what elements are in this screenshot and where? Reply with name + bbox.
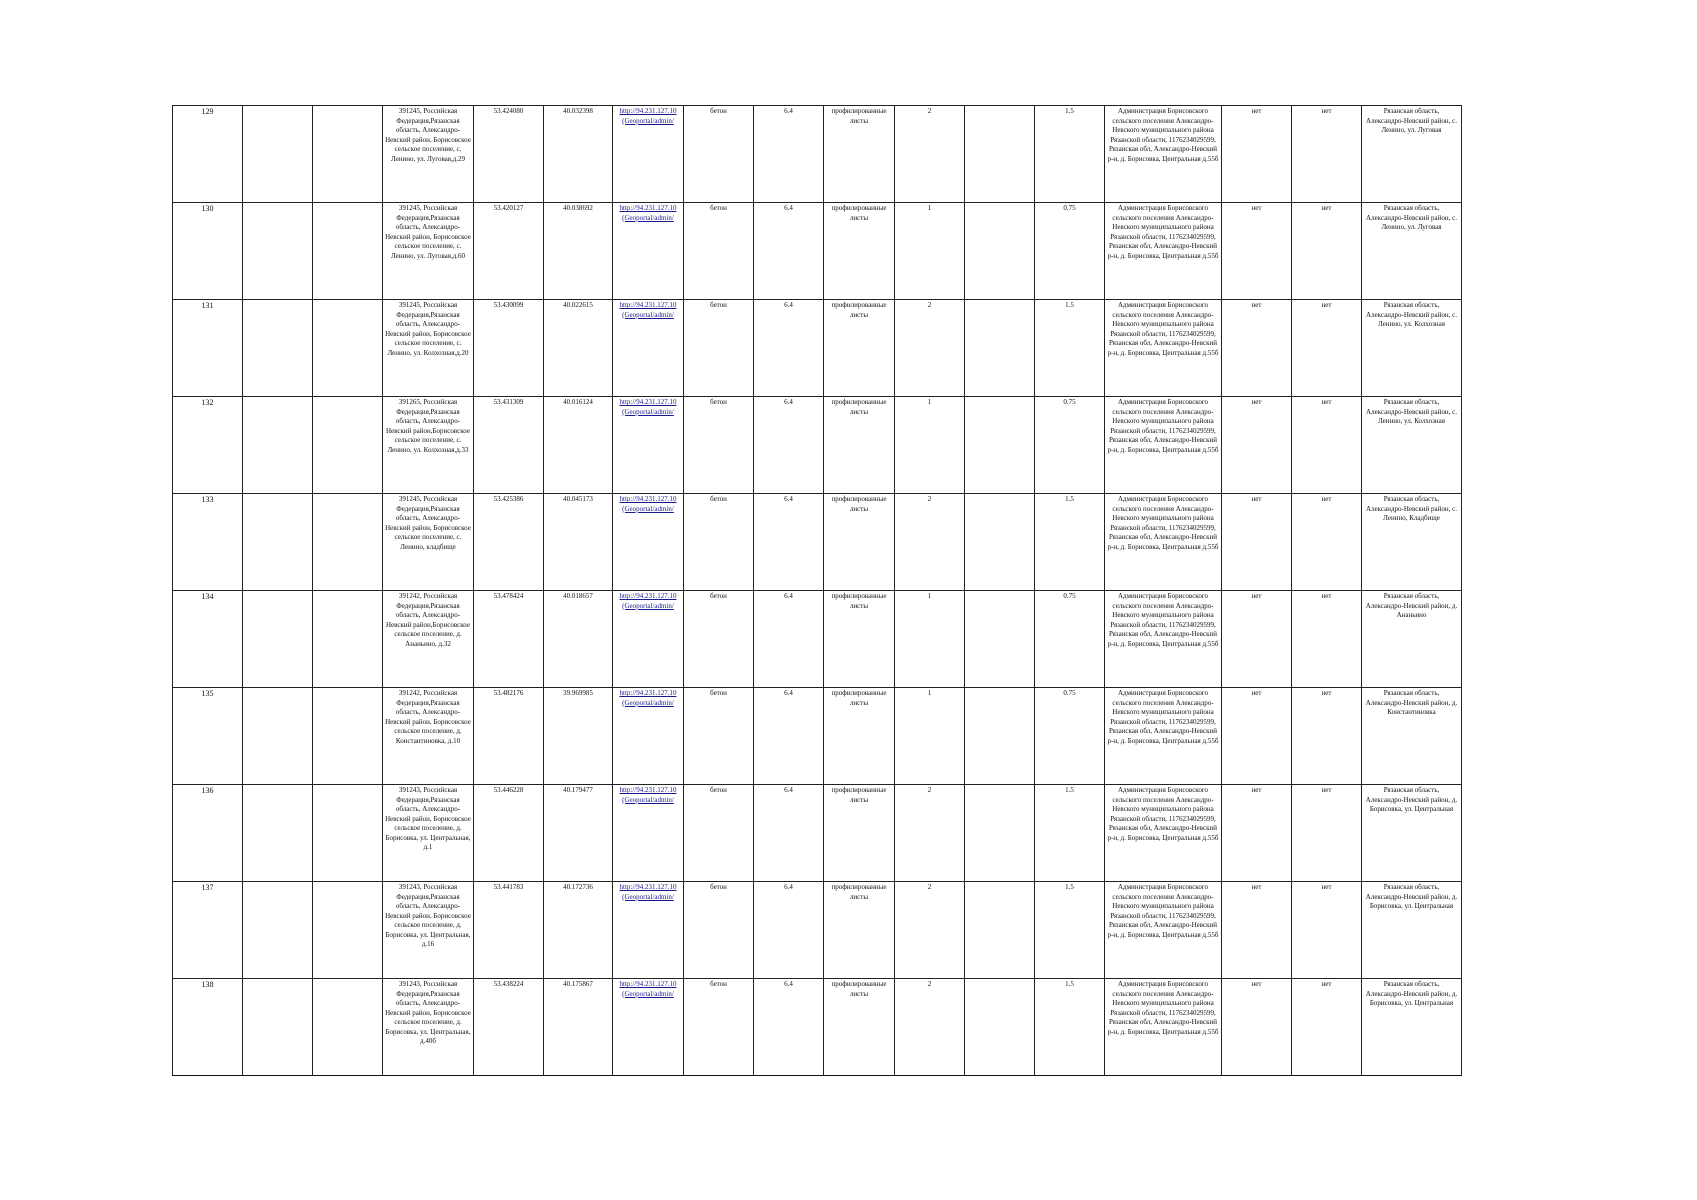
row-number-cell: 131: [173, 300, 243, 397]
flag-cell: нет: [1292, 688, 1362, 785]
flag-cell: нет: [1292, 203, 1362, 300]
fence-material-cell: профилированные листы: [824, 300, 895, 397]
surface-cell: бетон: [684, 106, 754, 203]
fence-material-cell: профилированные листы: [824, 688, 895, 785]
address-cell: 391245, Российская Федерация,Рязанская область, Александро-Невский район, Борисовское сельское поселение, с. Ленино, кладбище: [383, 494, 474, 591]
volume-cell: 1.5: [1035, 785, 1105, 882]
registry-table: [172, 105, 1462, 1076]
table-row: [173, 785, 1462, 882]
flag-cell: нет: [1222, 591, 1292, 688]
empty-cell: [243, 688, 313, 785]
fence-material-cell: профилированные листы: [824, 882, 895, 979]
latitude-cell: 53.420127: [474, 203, 544, 300]
container-count-cell: 1: [895, 688, 965, 785]
empty-cell: [243, 882, 313, 979]
longitude-cell: 40.038692: [544, 203, 613, 300]
fence-material-cell: профилированные листы: [824, 494, 895, 591]
empty-cell: [965, 882, 1035, 979]
longitude-cell: 39.969985: [544, 688, 613, 785]
empty-cell: [313, 979, 383, 1076]
area-cell: 6.4: [754, 300, 824, 397]
fence-material-cell: профилированные листы: [824, 106, 895, 203]
latitude-cell: 53.478424: [474, 591, 544, 688]
area-cell: 6.4: [754, 785, 824, 882]
empty-cell: [313, 106, 383, 203]
surface-cell: бетон: [684, 979, 754, 1076]
geoportal-link[interactable]: http://94.231.127.10 (Geoportal/admin/: [613, 591, 684, 688]
address-cell: 391245, Российская Федерация,Рязанская область, Александро-Невский район, Борисовское сельское поселение, с. Ленино, ул. Луговая,д.29: [383, 106, 474, 203]
row-number-cell: 134: [173, 591, 243, 688]
owner-cell: Администрация Борисовского сельского поселения Александро-Невского муниципального района Рязанской области, 1176234029599, Рязанская обл, Александро-Невский р-н, д. Борисовка, Центральная д.55б: [1105, 203, 1222, 300]
waste-sources-cell: Рязанская область, Александро-Невский район, с. Ленино, Кладбище: [1362, 494, 1462, 591]
row-number-cell: 138: [173, 979, 243, 1076]
empty-cell: [243, 106, 313, 203]
geoportal-link[interactable]: http://94.231.127.10 (Geoportal/admin/: [613, 979, 684, 1076]
flag-cell: нет: [1292, 785, 1362, 882]
waste-sources-cell: Рязанская область, Александро-Невский район, с. Ленино, ул. Колхозная: [1362, 300, 1462, 397]
waste-sources-cell: Рязанская область, Александро-Невский район, д. Борисовка, ул. Центральная: [1362, 979, 1462, 1076]
row-number-cell: 132: [173, 397, 243, 494]
surface-cell: бетон: [684, 688, 754, 785]
area-cell: 6.4: [754, 106, 824, 203]
table-row: [173, 979, 1462, 1076]
latitude-cell: 53.438224: [474, 979, 544, 1076]
latitude-cell: 53.441783: [474, 882, 544, 979]
fence-material-cell: профилированные листы: [824, 785, 895, 882]
latitude-cell: 53.431309: [474, 397, 544, 494]
owner-cell: Администрация Борисовского сельского поселения Александро-Невского муниципального района Рязанской области, 1176234029599, Рязанская обл, Александро-Невский р-н, д. Борисовка, Центральная д.55б: [1105, 494, 1222, 591]
surface-cell: бетон: [684, 203, 754, 300]
address-cell: 391242, Российская Федерация,Рязанская область, Александро-Невский район,Борисовское сельское поселение, д. Ананьино, д.32: [383, 591, 474, 688]
address-cell: 391245, Российская Федерация,Рязанская область, Александро-Невский район, Борисовское сельское поселение, с. Ленино, ул. Луговая,д.60: [383, 203, 474, 300]
empty-cell: [313, 591, 383, 688]
empty-cell: [243, 300, 313, 397]
volume-cell: 1.5: [1035, 979, 1105, 1076]
empty-cell: [965, 688, 1035, 785]
flag-cell: нет: [1222, 785, 1292, 882]
container-count-cell: 2: [895, 979, 965, 1076]
address-cell: 391243, Российская Федерация,Рязанская область, Александро-Невский район, Борисовское сельское поселение, д. Борисовка, ул. Центральная, д.1: [383, 785, 474, 882]
volume-cell: 1.5: [1035, 106, 1105, 203]
container-count-cell: 2: [895, 882, 965, 979]
table-row: [173, 882, 1462, 979]
container-count-cell: 2: [895, 494, 965, 591]
area-cell: 6.4: [754, 203, 824, 300]
surface-cell: бетон: [684, 300, 754, 397]
longitude-cell: 40.022615: [544, 300, 613, 397]
table-row: [173, 494, 1462, 591]
waste-sources-cell: Рязанская область, Александро-Невский район, д. Борисовка, ул. Центральная: [1362, 785, 1462, 882]
empty-cell: [965, 203, 1035, 300]
row-number-cell: 137: [173, 882, 243, 979]
geoportal-link[interactable]: http://94.231.127.10 (Geoportal/admin/: [613, 300, 684, 397]
empty-cell: [313, 785, 383, 882]
table-row: [173, 203, 1462, 300]
empty-cell: [313, 300, 383, 397]
container-count-cell: 2: [895, 300, 965, 397]
empty-cell: [243, 203, 313, 300]
address-cell: 391265, Российская Федерация,Рязанская область, Александро-Невский район,Борисовское сельское поселение, с. Ленино, ул. Колхозная,д.33: [383, 397, 474, 494]
address-cell: 391245, Российская Федерация,Рязанская область, Александро-Невский район, Борисовское сельское поселение, с. Ленино, ул. Колхозная,д.20: [383, 300, 474, 397]
longitude-cell: 40.016124: [544, 397, 613, 494]
longitude-cell: 40.179477: [544, 785, 613, 882]
flag-cell: нет: [1222, 106, 1292, 203]
flag-cell: нет: [1292, 494, 1362, 591]
container-count-cell: 2: [895, 785, 965, 882]
row-number-cell: 136: [173, 785, 243, 882]
fence-material-cell: профилированные листы: [824, 979, 895, 1076]
owner-cell: Администрация Борисовского сельского поселения Александро-Невского муниципального района Рязанской области, 1176234029599, Рязанская обл, Александро-Невский р-н, д. Борисовка, Центральная д.55б: [1105, 882, 1222, 979]
empty-cell: [313, 688, 383, 785]
owner-cell: Администрация Борисовского сельского поселения Александро-Невского муниципального района Рязанской области, 1176234029599, Рязанская обл, Александро-Невский р-н, д. Борисовка, Центральная д.55б: [1105, 785, 1222, 882]
surface-cell: бетон: [684, 591, 754, 688]
geoportal-link[interactable]: http://94.231.127.10 (Geoportal/admin/: [613, 494, 684, 591]
owner-cell: Администрация Борисовского сельского поселения Александро-Невского муниципального района Рязанской области, 1176234029599, Рязанская обл, Александро-Невский р-н, д. Борисовка, Центральная д.55б: [1105, 979, 1222, 1076]
address-cell: 391243, Российская Федерация,Рязанская область, Александро-Невский район, Борисовское сельское поселение, д. Борисовка, ул. Центральная, д.40б: [383, 979, 474, 1076]
table-row: [173, 106, 1462, 203]
surface-cell: бетон: [684, 785, 754, 882]
flag-cell: нет: [1222, 300, 1292, 397]
flag-cell: нет: [1222, 882, 1292, 979]
empty-cell: [965, 979, 1035, 1076]
empty-cell: [965, 106, 1035, 203]
flag-cell: нет: [1292, 979, 1362, 1076]
surface-cell: бетон: [684, 494, 754, 591]
geoportal-link[interactable]: http://94.231.127.10 (Geoportal/admin/: [613, 785, 684, 882]
row-number-cell: 135: [173, 688, 243, 785]
area-cell: 6.4: [754, 591, 824, 688]
empty-cell: [313, 882, 383, 979]
owner-cell: Администрация Борисовского сельского поселения Александро-Невского муниципального района Рязанской области, 1176234029599, Рязанская обл, Александро-Невский р-н, д. Борисовка, Центральная д.55б: [1105, 397, 1222, 494]
longitude-cell: 40.172736: [544, 882, 613, 979]
owner-cell: Администрация Борисовского сельского поселения Александро-Невского муниципального района Рязанской области, 1176234029599, Рязанская обл, Александро-Невский р-н, д. Борисовка, Центральная д.55б: [1105, 300, 1222, 397]
empty-cell: [243, 494, 313, 591]
table-row: [173, 591, 1462, 688]
container-count-cell: 1: [895, 397, 965, 494]
empty-cell: [965, 494, 1035, 591]
longitude-cell: 40.032398: [544, 106, 613, 203]
owner-cell: Администрация Борисовского сельского поселения Александро-Невского муниципального района Рязанской области, 1176234029599, Рязанская обл, Александро-Невский р-н, д. Борисовка, Центральная д.55б: [1105, 591, 1222, 688]
waste-sources-cell: Рязанская область, Александро-Невский район, д. Борисовка, ул. Центральная: [1362, 882, 1462, 979]
empty-cell: [243, 591, 313, 688]
latitude-cell: 53.424080: [474, 106, 544, 203]
volume-cell: 1.5: [1035, 494, 1105, 591]
flag-cell: нет: [1222, 688, 1292, 785]
geoportal-link[interactable]: http://94.231.127.10 (Geoportal/admin/: [613, 397, 684, 494]
geoportal-link[interactable]: http://94.231.127.10 (Geoportal/admin/: [613, 106, 684, 203]
table-row: [173, 397, 1462, 494]
volume-cell: 0.75: [1035, 591, 1105, 688]
waste-sources-cell: Рязанская область, Александро-Невский район, д. Константиновка: [1362, 688, 1462, 785]
waste-sources-cell: Рязанская область, Александро-Невский район, с. Ленино, ул. Колхозная: [1362, 397, 1462, 494]
fence-material-cell: профилированные листы: [824, 397, 895, 494]
address-cell: 391242, Российская Федерация,Рязанская область, Александро-Невский район, Борисовское сельское поселение, д. Константиновка, д.10: [383, 688, 474, 785]
container-count-cell: 2: [895, 106, 965, 203]
volume-cell: 1.5: [1035, 882, 1105, 979]
table-row: [173, 300, 1462, 397]
empty-cell: [313, 494, 383, 591]
row-number-cell: 129: [173, 106, 243, 203]
row-number-cell: 130: [173, 203, 243, 300]
flag-cell: нет: [1292, 591, 1362, 688]
area-cell: 6.4: [754, 397, 824, 494]
area-cell: 6.4: [754, 688, 824, 785]
flag-cell: нет: [1292, 106, 1362, 203]
empty-cell: [243, 397, 313, 494]
surface-cell: бетон: [684, 397, 754, 494]
owner-cell: Администрация Борисовского сельского поселения Александро-Невского муниципального района Рязанской области, 1176234029599, Рязанская обл, Александро-Невский р-н, д. Борисовка, Центральная д.55б: [1105, 106, 1222, 203]
latitude-cell: 53.482176: [474, 688, 544, 785]
volume-cell: 1.5: [1035, 300, 1105, 397]
latitude-cell: 53.425386: [474, 494, 544, 591]
flag-cell: нет: [1292, 882, 1362, 979]
area-cell: 6.4: [754, 882, 824, 979]
volume-cell: 0.75: [1035, 203, 1105, 300]
latitude-cell: 53.430099: [474, 300, 544, 397]
geoportal-link[interactable]: http://94.231.127.10 (Geoportal/admin/: [613, 688, 684, 785]
waste-sources-cell: Рязанская область, Александро-Невский район, с. Ленино, ул. Луговая: [1362, 106, 1462, 203]
empty-cell: [965, 785, 1035, 882]
table-row: [173, 688, 1462, 785]
flag-cell: нет: [1222, 494, 1292, 591]
volume-cell: 0.75: [1035, 397, 1105, 494]
empty-cell: [965, 300, 1035, 397]
geoportal-link[interactable]: http://94.231.127.10 (Geoportal/admin/: [613, 882, 684, 979]
longitude-cell: 40.045173: [544, 494, 613, 591]
empty-cell: [313, 397, 383, 494]
flag-cell: нет: [1222, 979, 1292, 1076]
waste-sources-cell: Рязанская область, Александро-Невский район, с. Ленино, ул. Луговая: [1362, 203, 1462, 300]
empty-cell: [243, 979, 313, 1076]
empty-cell: [243, 785, 313, 882]
latitude-cell: 53.446228: [474, 785, 544, 882]
fence-material-cell: профилированные листы: [824, 203, 895, 300]
longitude-cell: 40.018657: [544, 591, 613, 688]
owner-cell: Администрация Борисовского сельского поселения Александро-Невского муниципального района Рязанской области, 1176234029599, Рязанская обл, Александро-Невский р-н, д. Борисовка, Центральная д.55б: [1105, 688, 1222, 785]
fence-material-cell: профилированные листы: [824, 591, 895, 688]
flag-cell: нет: [1292, 300, 1362, 397]
surface-cell: бетон: [684, 882, 754, 979]
address-cell: 391243, Российская Федерация,Рязанская область, Александро-Невский район, Борисовское сельское поселение, д. Борисовка, ул. Центральная, д.16: [383, 882, 474, 979]
flag-cell: нет: [1292, 397, 1362, 494]
geoportal-link[interactable]: http://94.231.127.10 (Geoportal/admin/: [613, 203, 684, 300]
area-cell: 6.4: [754, 979, 824, 1076]
empty-cell: [313, 203, 383, 300]
table-body: [173, 106, 1462, 1076]
empty-cell: [965, 397, 1035, 494]
container-count-cell: 1: [895, 591, 965, 688]
empty-cell: [965, 591, 1035, 688]
container-count-cell: 1: [895, 203, 965, 300]
row-number-cell: 133: [173, 494, 243, 591]
flag-cell: нет: [1222, 397, 1292, 494]
flag-cell: нет: [1222, 203, 1292, 300]
waste-sources-cell: Рязанская область, Александро-Невский район, д. Ананьино: [1362, 591, 1462, 688]
area-cell: 6.4: [754, 494, 824, 591]
volume-cell: 0.75: [1035, 688, 1105, 785]
longitude-cell: 40.175867: [544, 979, 613, 1076]
